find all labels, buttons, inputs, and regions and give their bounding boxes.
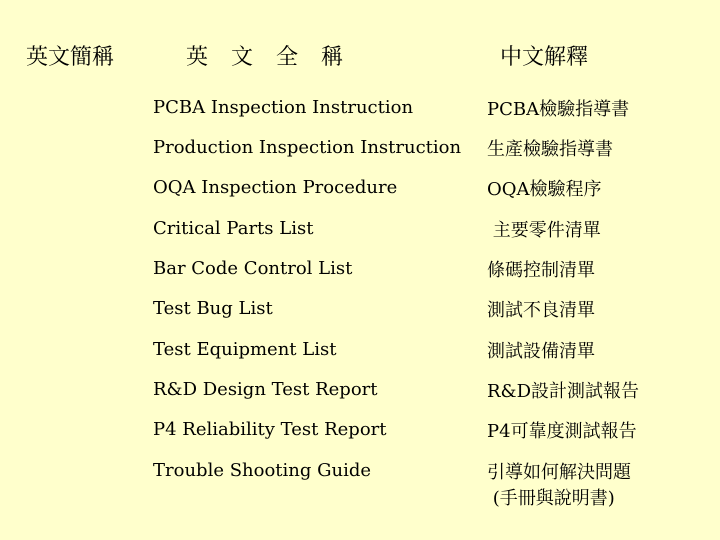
english-term: Bar Code Control List bbox=[153, 258, 353, 279]
chinese-term: PCBA檢驗指導書 bbox=[487, 99, 630, 120]
header-chinese-explanation: 中文解釋 bbox=[500, 45, 589, 70]
header-full-name: 英 文 全 稱 bbox=[186, 45, 351, 70]
chinese-term: 條碼控制清單 bbox=[487, 260, 595, 281]
chinese-term: 引導如何解決問題 bbox=[487, 462, 631, 483]
english-term: Test Equipment List bbox=[153, 339, 337, 360]
list-item bbox=[0, 419, 720, 459]
chinese-term-note: (手冊與說明書) bbox=[487, 488, 615, 509]
list-item bbox=[0, 379, 720, 419]
english-term: Critical Parts List bbox=[153, 218, 314, 239]
list-item bbox=[0, 460, 720, 520]
chinese-term: OQA檢驗程序 bbox=[487, 179, 602, 200]
english-term: PCBA Inspection Instruction bbox=[153, 97, 414, 118]
list-item bbox=[0, 298, 720, 338]
english-term: Test Bug List bbox=[153, 298, 273, 319]
chinese-term: 測試不良清單 bbox=[487, 300, 595, 321]
list-item bbox=[0, 137, 720, 177]
english-term: OQA Inspection Procedure bbox=[153, 177, 398, 198]
list-item bbox=[0, 339, 720, 379]
list-item bbox=[0, 97, 720, 137]
english-term: P4 Reliability Test Report bbox=[153, 419, 387, 440]
english-term: R&D Design Test Report bbox=[153, 379, 378, 400]
chinese-term: 測試設備清單 bbox=[487, 341, 595, 362]
list-item bbox=[0, 218, 720, 258]
chinese-term: P4可靠度測試報告 bbox=[487, 421, 637, 442]
list-item bbox=[0, 258, 720, 298]
list-item bbox=[0, 177, 720, 217]
chinese-term: 主要零件清單 bbox=[487, 220, 601, 241]
header-abbreviation: 英文簡稱 bbox=[26, 45, 115, 70]
english-term: Production Inspection Instruction bbox=[153, 137, 462, 158]
chinese-term: 生產檢驗指導書 bbox=[487, 139, 613, 160]
chinese-term: R&D設計測試報告 bbox=[487, 381, 640, 402]
english-term: Trouble Shooting Guide bbox=[153, 460, 372, 481]
